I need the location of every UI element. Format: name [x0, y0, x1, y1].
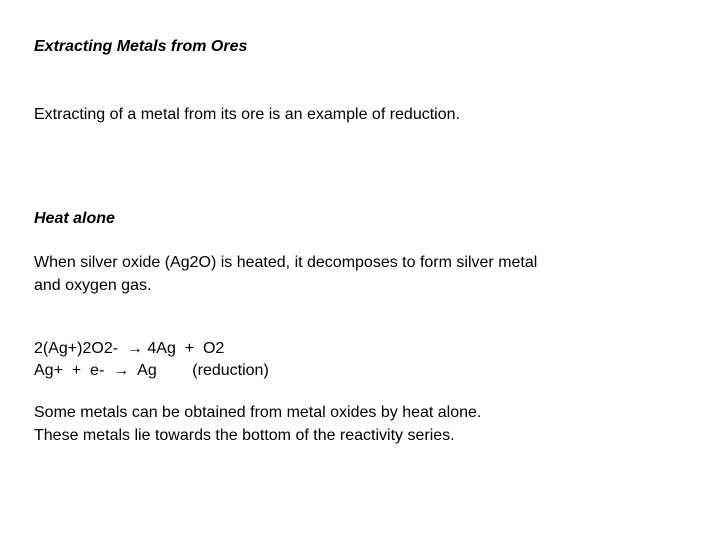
- description-line: and oxygen gas.: [34, 277, 152, 294]
- summary-line: Some metals can be obtained from metal oxides by heat alone.: [34, 404, 482, 421]
- description-line: When silver oxide (Ag2O) is heated, it decomposes to form silver metal: [34, 254, 538, 271]
- summary-line: These metals lie towards the bottom of the reactivity series.: [34, 427, 455, 444]
- equation-line: Ag+ + e- → Ag (reduction): [34, 362, 269, 379]
- equation-line: 2(Ag+)2O2- → 4Ag + O2: [34, 340, 225, 357]
- page-title: Extracting Metals from Ores: [34, 38, 248, 55]
- intro-text: Extracting of a metal from its ore is an example of reduction.: [34, 106, 460, 123]
- section-heading: Heat alone: [34, 210, 115, 227]
